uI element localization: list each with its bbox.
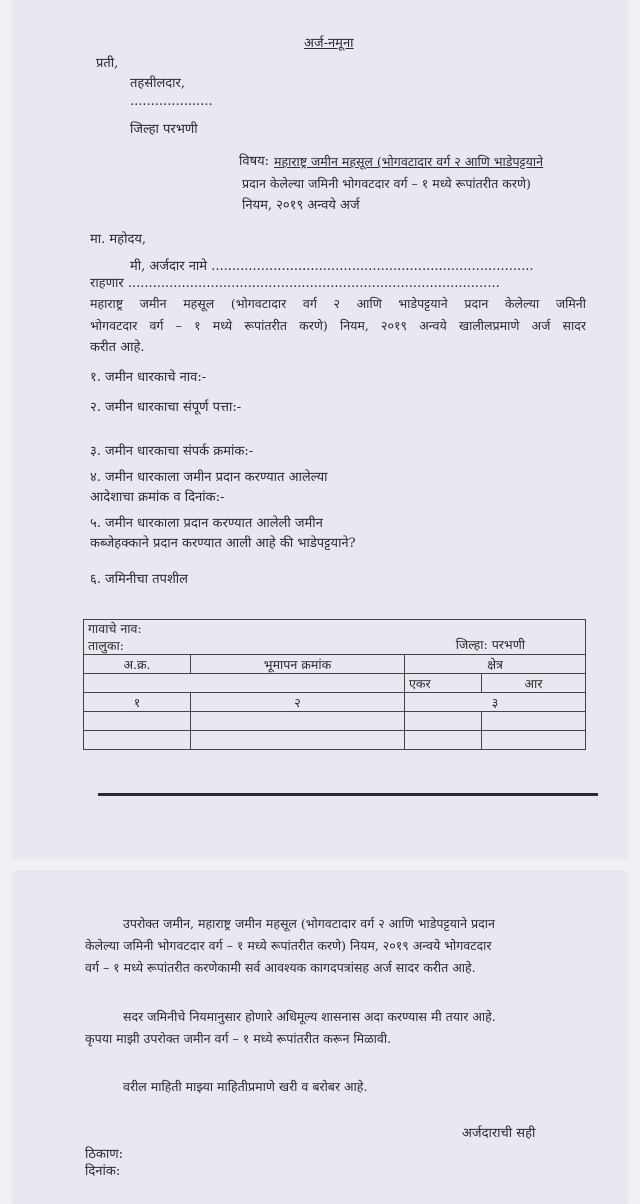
item-5-line-2: कब्जेहक्काने प्रदान करण्यात आली आहे की भाडेपट्टयाने? [90, 536, 356, 551]
item-5-line-1: ५. जमीन धारकाला प्रदान करण्यात आलेली जमीन [90, 516, 323, 531]
applicant-name-line: मी, अर्जदार नामे .............................................................................. [130, 259, 534, 274]
acre-cell[interactable] [405, 712, 482, 731]
form-page-2 [13, 872, 627, 1204]
subject-line-1: महाराष्ट्र जमीन महसूल (भोगवटादार वर्ग २ आणि भाडेपट्टयाने [274, 154, 544, 169]
table-row [84, 731, 586, 750]
subheader-are: आर [482, 674, 586, 693]
addressee: तहसीलदार, [130, 76, 186, 91]
index-2: २ [191, 693, 405, 712]
subheader-acre: एकर [405, 674, 482, 693]
serial-cell[interactable] [84, 731, 191, 750]
header-area: क्षेत्र [405, 655, 586, 674]
subject-line-3: नियम, २०१९ अन्वये अर्ज [242, 198, 360, 213]
place-label: ठिकाण: [85, 1147, 124, 1162]
table-row [84, 712, 586, 731]
header-survey-number: भूमापन क्रमांक [191, 655, 405, 674]
to-label: प्रती, [96, 56, 119, 71]
are-cell[interactable] [482, 712, 586, 731]
item-4-line-1: ४. जमीन धारकाला जमीन प्रदान करण्यात आलेल्या [90, 470, 328, 485]
survey-number-cell[interactable] [191, 712, 405, 731]
village-label: गावाचे नाव: [88, 621, 142, 636]
para2-line-2: कृपया माझी उपरोक्त जमीन वर्ग – १ मध्ये रूपांतरीत करून मिळावी. [85, 1031, 392, 1046]
land-details-table [83, 619, 586, 750]
taluka-label: तालुका: [88, 638, 124, 653]
table-district-label: जिल्हा: परभणी [455, 637, 525, 652]
body-line-1: महाराष्ट्र जमीन महसूल (भोगवटादार वर्ग २ आणि भाडेपट्टयाने प्रदान केलेल्या जमिनी [90, 296, 586, 311]
para1-line-2: केलेल्या जमिनी भोगवटदार वर्ग – १ मध्ये रूपांतरीत करणे) नियम, २०१९ अन्वये भोगवटदार [85, 938, 492, 953]
index-3: ३ [405, 693, 586, 712]
declaration: वरील माहिती माझ्या माहितीप्रमाणे खरी व बरोबर आहे. [123, 1079, 368, 1094]
para2-line-1: सदर जमिनीचे नियमानुसार होणारे अधिमूल्य शासनास अदा करण्यास मी तयार आहे. [123, 1009, 496, 1024]
are-cell[interactable] [482, 731, 586, 750]
item-2: २. जमीन धारकाचा संपूर्ण पत्ता:- [90, 400, 242, 415]
serial-cell[interactable] [84, 712, 191, 731]
survey-number-cell[interactable] [191, 731, 405, 750]
subject-label: विषय: [239, 154, 270, 169]
item-4-line-2: आदेशाचा क्रमांक व दिनांक:- [90, 490, 225, 505]
residence-line: राहणार .......................................................................................... [90, 276, 500, 291]
salutation: मा. महोदय, [90, 232, 147, 247]
empty-subheader-cell [84, 674, 405, 693]
body-line-2: भोगवटदार वर्ग – १ मध्ये रूपांतरीत करणे) नियम, २०१९ अन्वये खालीलप्रमाणे अर्ज सादर [90, 318, 586, 333]
acre-cell[interactable] [405, 731, 482, 750]
addressee-blank: .................... [130, 94, 213, 109]
form-page-1 [13, 0, 627, 858]
item-1: १. जमीन धारकाचे नाव:- [90, 370, 207, 385]
subject-line-2: प्रदान केलेल्या जमिनी भोगवटदार वर्ग – १ मध्ये रूपांतरीत करणे) [242, 176, 531, 191]
header-serial: अ.क्र. [84, 655, 191, 674]
signature-label: अर्जदाराची सही [462, 1126, 536, 1141]
item-6: ६. जमिनीचा तपशील [90, 572, 188, 587]
para1-line-3: वर्ग – १ मध्ये रूपांतरीत करणेकामी सर्व आवश्यक कागदपत्रांसह अर्ज सादर करीत आहे. [85, 960, 476, 975]
item-3: ३. जमीन धारकाचा संपर्क क्रमांक:- [90, 444, 254, 459]
date-label: दिनांक: [85, 1164, 121, 1179]
district-line: जिल्हा परभणी [130, 122, 198, 137]
form-title: अर्ज-नमूना [304, 36, 354, 51]
index-1: १ [84, 693, 191, 712]
para1-line-1: उपरोक्त जमीन, महाराष्ट्र जमीन महसूल (भोगवटादार वर्ग २ आणि भाडेपट्टयाने प्रदान [123, 916, 495, 931]
body-line-3: करीत आहे. [90, 340, 145, 355]
section-divider [98, 793, 598, 796]
